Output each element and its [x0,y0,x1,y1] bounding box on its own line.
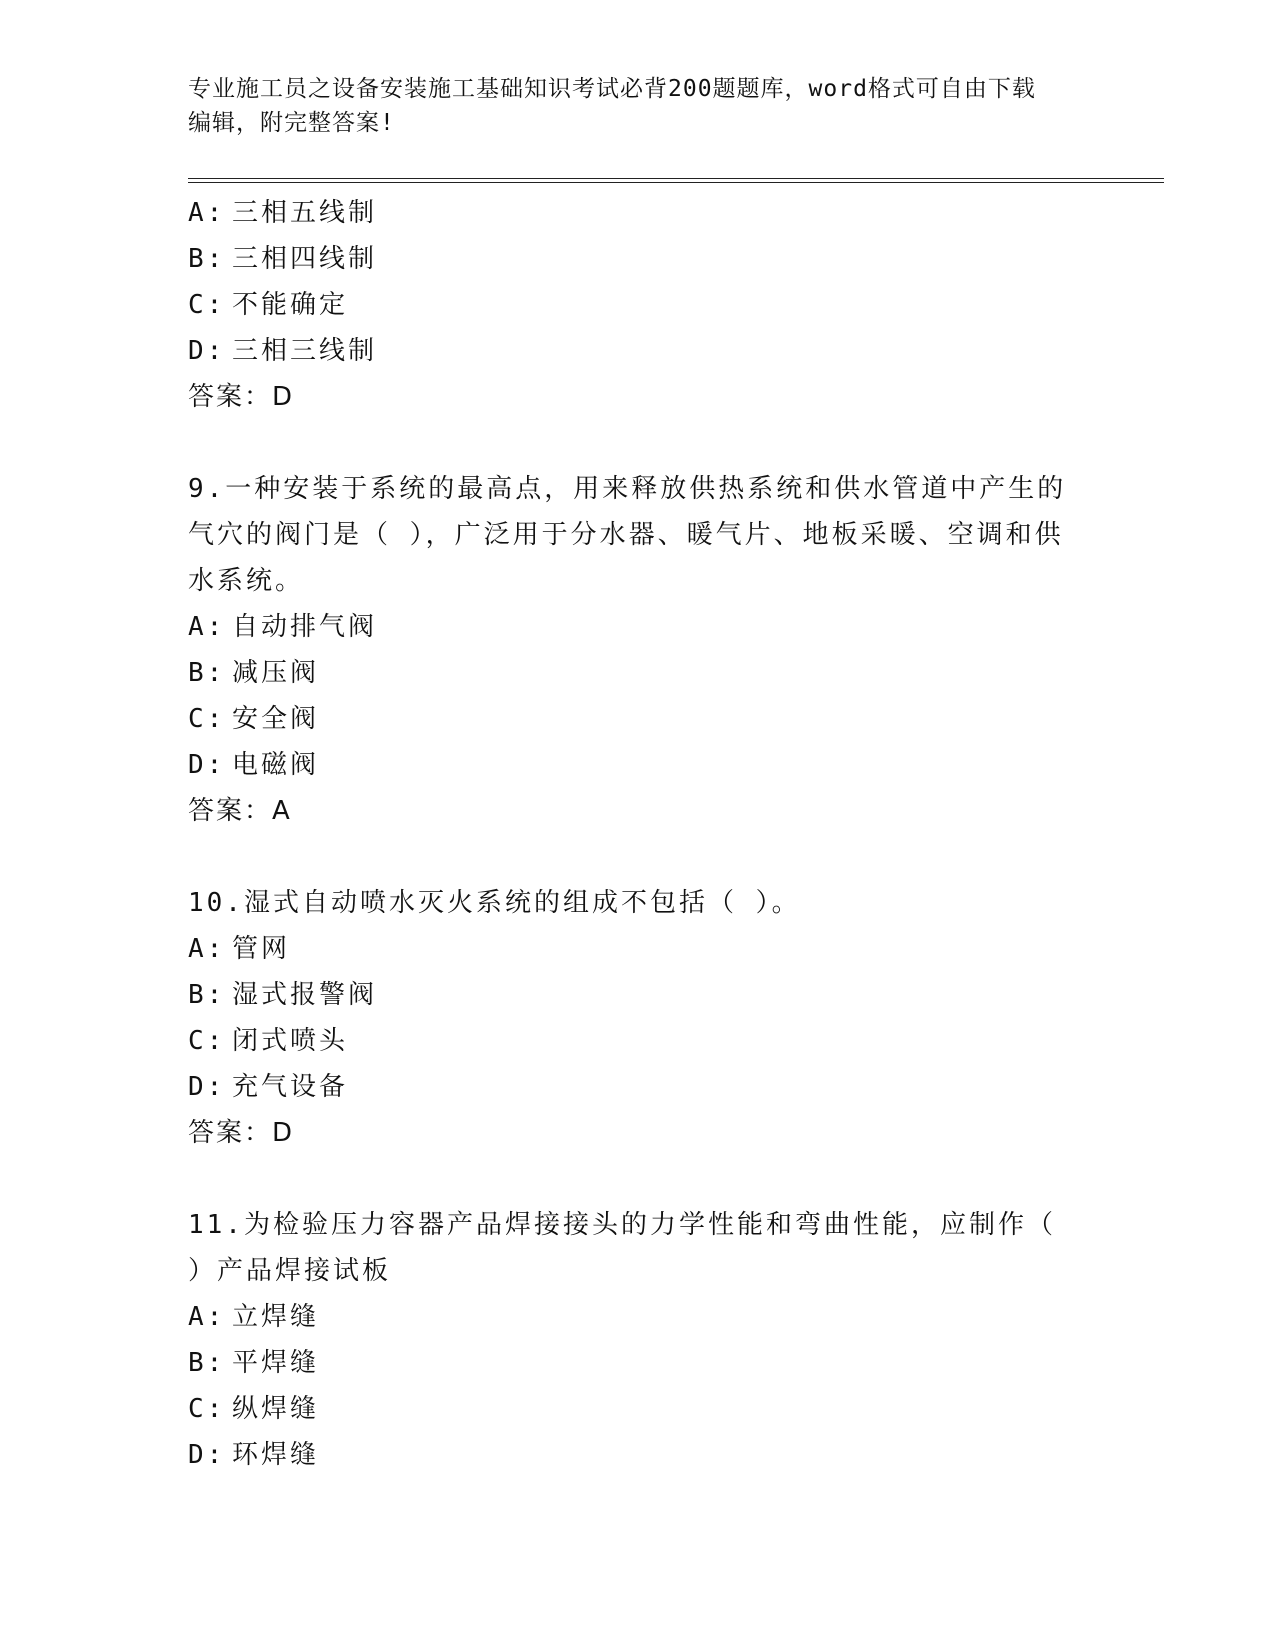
option-c [188,1018,1088,1064]
spacer [188,420,1088,466]
option-a [188,926,1088,972]
option-d [188,328,1088,374]
option-label: D: [188,1072,226,1102]
option-text: 电磁阀 [232,750,320,780]
option-a [188,1294,1088,1340]
option-c [188,282,1088,328]
answer-line: 答案：A [188,796,292,826]
option-label: A: [188,198,226,228]
option-label: A: [188,934,226,964]
option-text: 管网 [232,934,291,964]
option-text: 不能确定 [232,290,349,320]
option-b [188,972,1088,1018]
option-text: 环焊缝 [232,1440,320,1470]
option-text: 三相四线制 [232,244,378,274]
header-divider [188,178,1164,183]
question-11 [188,1202,1088,1478]
answer-line: 答案：D [188,382,295,412]
option-label: D: [188,750,226,780]
question-text-line: 气穴的阀门是（ ），广泛用于分水器、暖气片、地板采暖、空调和供 [188,520,1064,550]
option-b [188,236,1088,282]
option-label: C: [188,704,226,734]
option-text: 闭式喷头 [232,1026,349,1056]
question-text-line: 11.为检验压力容器产品焊接接头的力学性能和弯曲性能，应制作（ [188,1210,1056,1240]
option-label: B: [188,1348,226,1378]
option-label: C: [188,290,226,320]
option-text: 自动排气阀 [232,612,378,642]
header-line-1: 专业施工员之设备安装施工基础知识考试必背200题题库，word格式可自由下载 [188,76,1036,102]
question-content [188,190,1088,1478]
option-c [188,1386,1088,1432]
option-text: 减压阀 [232,658,320,688]
option-text: 纵焊缝 [232,1394,320,1424]
question-text-line: 水系统。 [188,566,305,596]
option-text: 充气设备 [232,1072,349,1102]
option-label: C: [188,1026,226,1056]
option-label: A: [188,612,226,642]
question-10 [188,880,1088,1156]
option-d [188,742,1088,788]
question-text-line: ）产品焊接试板 [188,1256,392,1286]
option-label: B: [188,980,226,1010]
question-text-line: 10.湿式自动喷水灭火系统的组成不包括（ ）。 [188,888,801,918]
page-header [188,72,1068,140]
option-label: D: [188,336,226,366]
option-text: 湿式报警阀 [232,980,378,1010]
option-text: 平焊缝 [232,1348,320,1378]
answer-line: 答案：D [188,1118,295,1148]
option-a [188,604,1088,650]
question-9 [188,466,1088,834]
option-b [188,650,1088,696]
option-text: 三相三线制 [232,336,378,366]
option-b [188,1340,1088,1386]
option-c [188,696,1088,742]
option-a [188,190,1088,236]
header-line-2: 编辑，附完整答案! [188,110,395,136]
question-text-line: 9.一种安装于系统的最高点，用来释放供热系统和供水管道中产生的 [188,474,1067,504]
option-text: 立焊缝 [232,1302,320,1332]
option-label: C: [188,1394,226,1424]
option-text: 安全阀 [232,704,320,734]
option-label: A: [188,1302,226,1332]
option-text: 三相五线制 [232,198,378,228]
option-d [188,1432,1088,1478]
option-d [188,1064,1088,1110]
spacer [188,1156,1088,1202]
option-label: B: [188,244,226,274]
option-label: D: [188,1440,226,1470]
option-label: B: [188,658,226,688]
question-8 [188,190,1088,420]
spacer [188,834,1088,880]
